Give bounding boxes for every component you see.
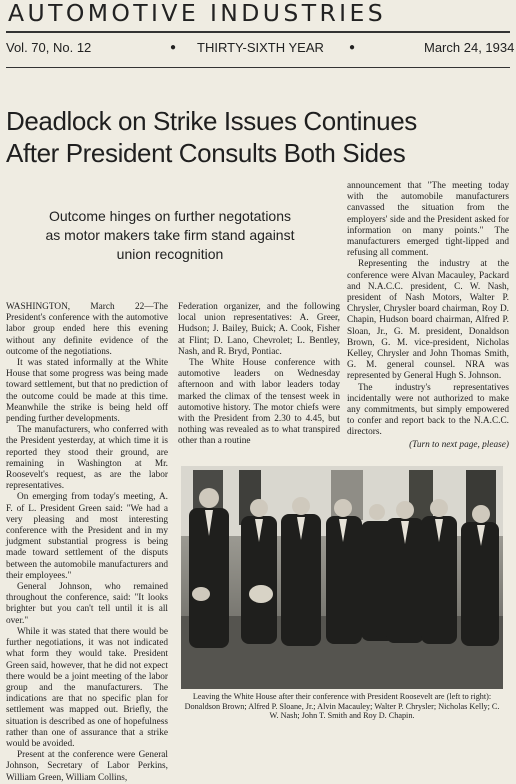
separator-dot: ● xyxy=(170,42,177,53)
paragraph: Present at the conference were General Johnson, Secretary of Labor Perkins, William Green, William Collins, xyxy=(6,750,168,783)
paragraph: The manufacturers, who conferred with the President yesterday, at which time it is reported they stood their ground, are remaining in Washington at Mr. Roosevelt's request, as are the labor representatives. xyxy=(6,425,168,492)
paragraph: General Johnson, who remained throughout the conference, said: "It looks brighter but you can't tell until it is all over." xyxy=(6,582,168,626)
paragraph: It was stated informally at the White House that some progress was being made toward settlement, but that no prediction of the outcome could be made at this time. Meanwhile the strike is being held off pending further developments. xyxy=(6,358,168,425)
article-column-2 xyxy=(178,302,340,448)
paragraph: While it was stated that there would be further negotiations, it was not indicated what form they would take. President Green said, however, that he did not expect there would be a joint meeting of the labor group and the manufacturers. The indications are that no specific plan for settlement was mapped out. Briefly, the situation is described as one of hopefulness rather than one of assurance that a strike would be avoided. xyxy=(6,626,168,749)
article-column-1 xyxy=(6,302,168,784)
article-headline: Deadlock on Strike Issues Continues After President Consults Both Sides xyxy=(6,106,417,168)
issue-date: March 24, 1934 xyxy=(424,40,515,55)
paragraph: The White House conference with automotive leaders on Wednesday afternoon and with labor leaders today marked the climax of the tensest week in automotive history. The motor chiefs were with the President from 2.30 to 4.45, but nothing was revealed as to what transpired other than a routine xyxy=(178,358,340,447)
photo-caption: Leaving the White House after their conference with President Roosevelt are (left to right): Donaldson Brown; Alfred P. Sloane, Jr.; Alvin Macauley; Walter P. Chrysler; Nicholas Kelly; C. W. Nash; John T. Smith and Roy D. Chapin. xyxy=(184,692,500,721)
paragraph: Representing the industry at the conference were Alvan Macauley, Packard and N.A.C.C. president, C. W. Nash, president of Nash Motors, Walter P. Chrysler, Chrysler board chairman, Roy D. Chapin, Hudson board chairman, Alfred P. Sloan, Jr., G. M. president, Donaldson Brown, G. M. vice-president, Nicholas Kelley, Chrysler and John Thomas Smith, G. M. general counsel. NRA was represented by General Hugh S. Johnson. xyxy=(347,259,509,382)
paragraph: WASHINGTON, March 22—The President's conference with the automotive labor group ended here this evening without any definite evidence of the outcome of the negotiations. xyxy=(6,302,168,357)
news-photo xyxy=(181,466,503,689)
article-deck: Outcome hinges on further negotations as motor makers take firm stand against union recognition xyxy=(45,208,295,262)
separator-dot: ● xyxy=(349,42,356,53)
article-column-3 xyxy=(347,181,509,451)
masthead-title: AUTOMOTIVE INDUSTRIES xyxy=(8,0,387,27)
photo-illustration xyxy=(181,466,503,689)
issue-rule xyxy=(6,67,510,68)
issue-line xyxy=(6,40,515,58)
paragraph: Federation organizer, and the following local union representatives: A. Greer, Hudson; J. Bailey, Buick; A. Cook, Fisher at Flint; D. Lano, Chevrolet; L. Bentley, Nash, and R. Bryd, Pontiac. xyxy=(178,302,340,357)
paragraph: On emerging from today's meeting, A. F. of L. President Green said: "We had a very pleasing and most interesting conference with the President and in my judgment substantial progress is being made toward settlement of the disputs between the automobile manufacturers and their employees." xyxy=(6,492,168,581)
masthead-rule xyxy=(6,31,510,33)
year-label: THIRTY-SIXTH YEAR xyxy=(197,40,324,55)
paragraph: The industry's representatives incidentally were not authorized to make any commitments, but simply empowered to confer and report back to the N.A.C.C. directors. xyxy=(347,382,509,438)
volume-number: Vol. 70, No. 12 xyxy=(6,40,92,55)
continued-note: (Turn to next page, please) xyxy=(409,439,509,450)
paragraph: announcement that "The meeting today with the automobile manufacturers canvassed the situation from the employers' side and the President asked for information on many points." The manufacturers emerged tight-lipped and refusing all comment. xyxy=(347,181,509,259)
